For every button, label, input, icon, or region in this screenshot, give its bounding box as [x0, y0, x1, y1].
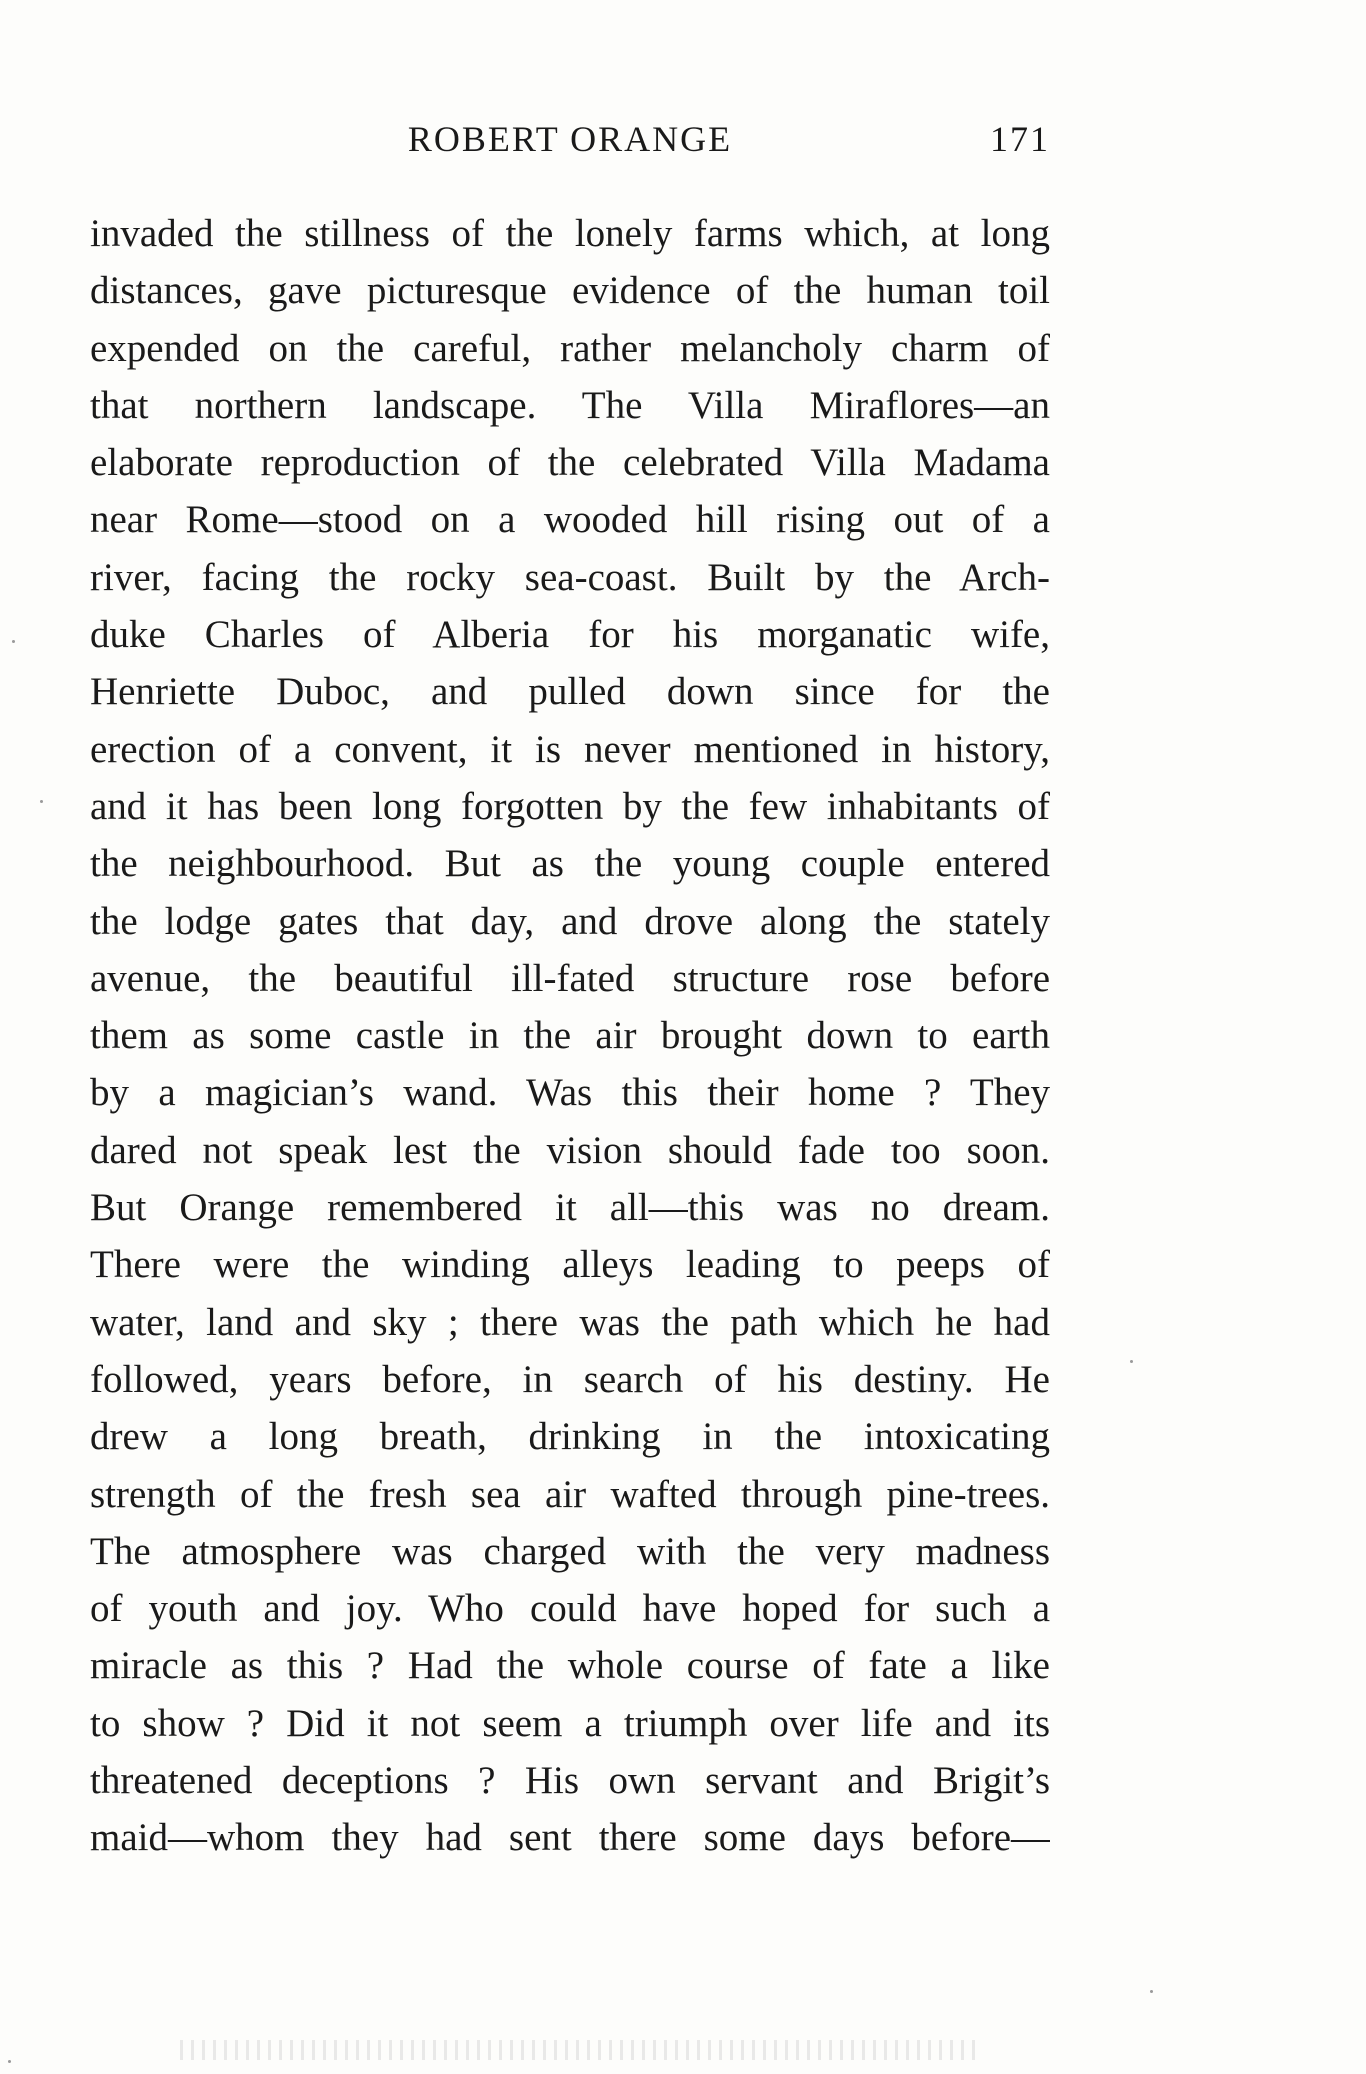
- text-line: duke Charles of Alberia for his morganatic wife,: [90, 613, 1050, 657]
- text-line: But Orange remembered it all—this was no dream.: [90, 1186, 1050, 1230]
- text-line: expended on the careful, rather melancholy charm of: [90, 326, 1050, 370]
- scan-speck: [8, 2060, 11, 2063]
- text-line: miracle as this ? Had the whole course of fate a like: [90, 1644, 1050, 1688]
- text-line: the neighbourhood. But as the young couple entered: [90, 842, 1050, 886]
- running-title: ROBERT ORANGE: [407, 119, 733, 159]
- text-line: them as some castle in the air brought down to earth: [90, 1014, 1050, 1058]
- text-line: to show ? Did it not seem a triumph over life and its: [90, 1701, 1050, 1745]
- text-line: river, facing the rocky sea-coast. Built by the Arch-: [90, 555, 1050, 599]
- text-line: water, land and sky ; there was the path which he had: [90, 1300, 1050, 1344]
- body-text: [90, 205, 1050, 1867]
- text-line: distances, gave picturesque evidence of the human toil: [90, 269, 1050, 313]
- text-line: strength of the fresh sea air wafted through pine-trees.: [90, 1472, 1050, 1516]
- text-line: invaded the stillness of the lonely farms which, at long: [90, 212, 1050, 255]
- text-line: of youth and joy. Who could have hoped for such a: [90, 1587, 1050, 1631]
- text-line: followed, years before, in search of his destiny. He: [90, 1357, 1050, 1401]
- text-line: dared not speak lest the vision should fade too soon.: [90, 1128, 1050, 1172]
- text-line: erection of a convent, it is never mentioned in history,: [90, 727, 1050, 771]
- scan-speck: [40, 800, 43, 803]
- scan-speck: [1130, 1360, 1133, 1363]
- running-head: [90, 118, 1050, 168]
- text-line: The atmosphere was charged with the very madness: [90, 1529, 1050, 1573]
- text-line: maid—whom they had sent there some days before—: [90, 1816, 1050, 1860]
- text-line: There were the winding alleys leading to peeps of: [90, 1243, 1050, 1287]
- text-line: near Rome—stood on a wooded hill rising out of a: [90, 498, 1050, 542]
- page-number: 171: [990, 119, 1050, 159]
- text-line: avenue, the beautiful ill-fated structure rose before: [90, 956, 1050, 1000]
- scan-speck: [12, 640, 15, 643]
- scan-smudge: [180, 2040, 980, 2060]
- text-line: threatened deceptions ? His own servant and Brigit’s: [90, 1759, 1050, 1803]
- text-line: that northern landscape. The Villa Miraflores—an: [90, 383, 1050, 427]
- text-line: drew a long breath, drinking in the intoxicating: [90, 1415, 1050, 1459]
- text-line: Henriette Duboc, and pulled down since for the: [90, 670, 1050, 714]
- text-line: elaborate reproduction of the celebrated Villa Madama: [90, 441, 1050, 485]
- text-line: and it has been long forgotten by the few inhabitants of: [90, 784, 1050, 828]
- text-line: the lodge gates that day, and drove along the stately: [90, 899, 1050, 943]
- scan-speck: [1150, 1990, 1153, 1993]
- text-line: by a magician’s wand. Was this their home ? They: [90, 1071, 1050, 1115]
